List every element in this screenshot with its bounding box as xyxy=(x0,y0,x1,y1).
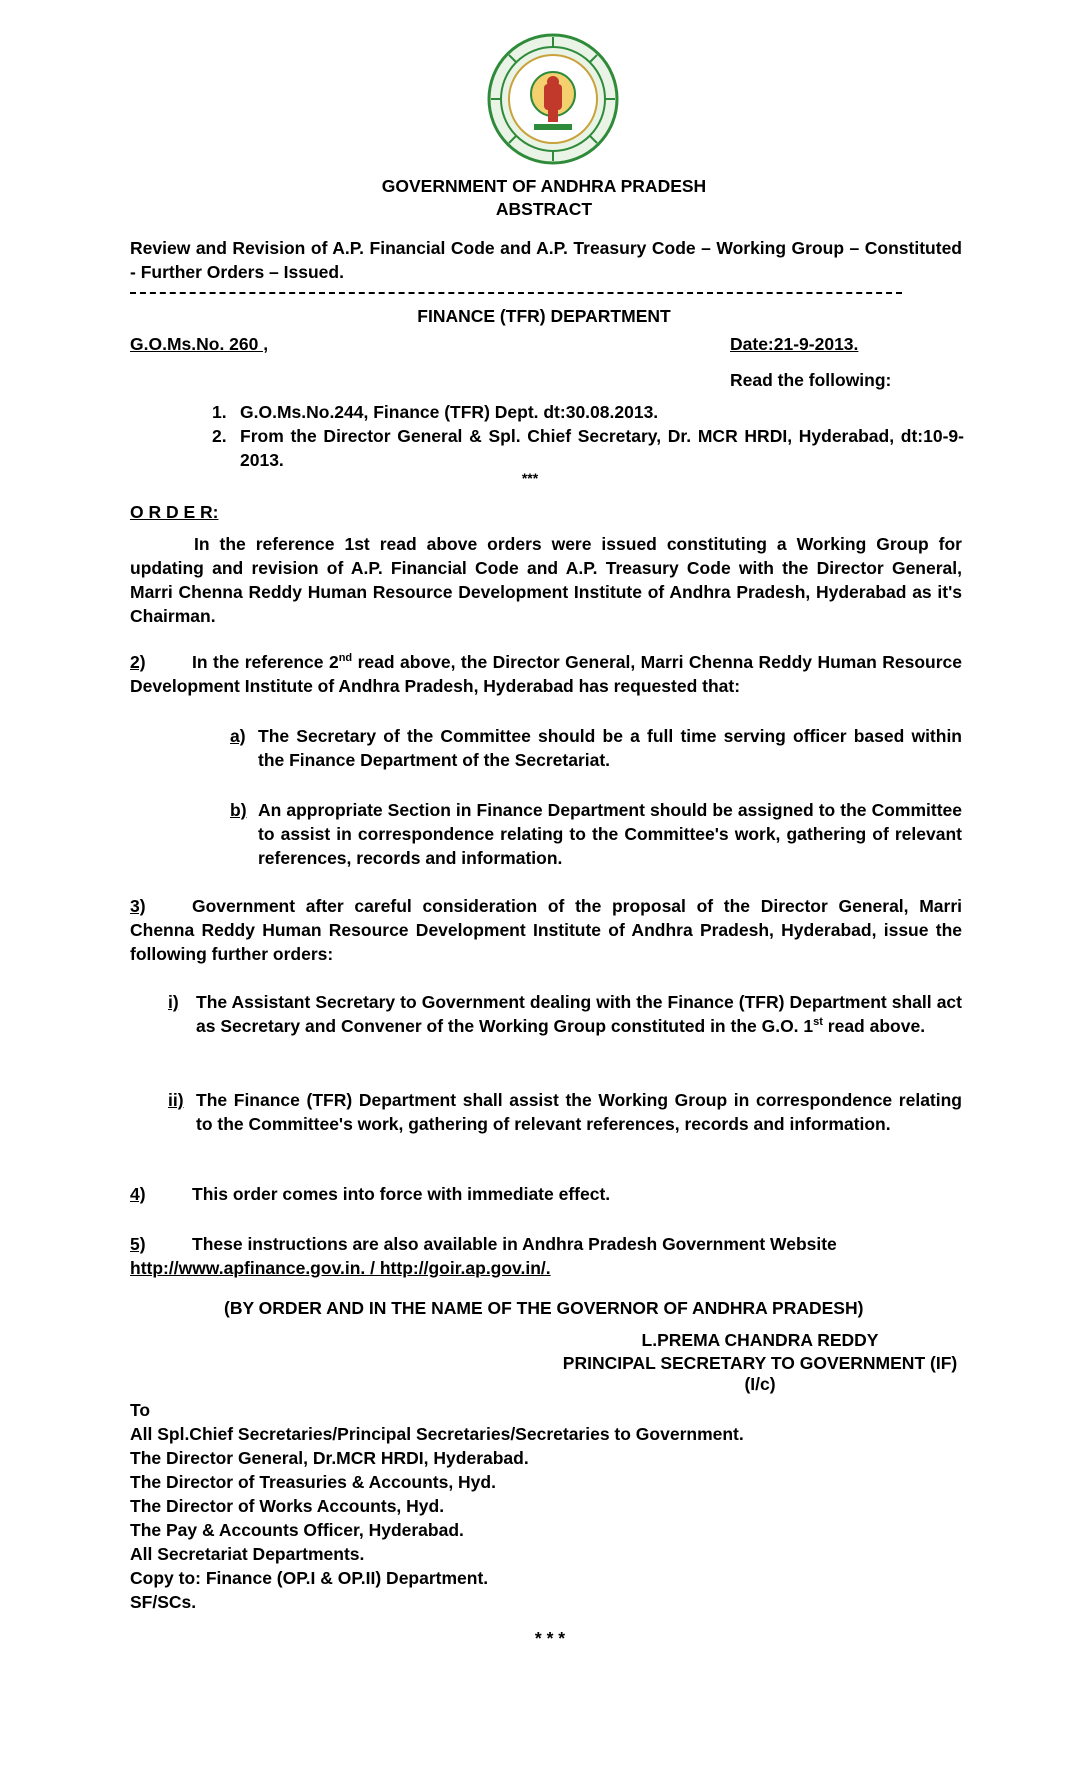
signatory-designation: PRINCIPAL SECRETARY TO GOVERNMENT (IF) (I/c) xyxy=(562,1353,958,1394)
recipient-item: All Spl.Chief Secretaries/Principal Secretaries/Secretaries to Government. xyxy=(130,1424,744,1444)
recipient-item: All Secretariat Departments. xyxy=(130,1544,365,1564)
paragraph-number: 3) xyxy=(130,896,146,916)
paragraph-3: 3) Government after careful consideration of the proposal of the Director General, Marri Chenna Reddy Human Resource Development Institute of Andhra Pradesh, Hyderabad, issue the following further orders: xyxy=(130,896,962,964)
sub-item-ii: ii) The Finance (TFR) Department shall assist the Working Group in correspondence relating to the Committee's work, gathering of relevant references, records and information. xyxy=(168,1090,962,1134)
government-heading: GOVERNMENT OF ANDHRA PRADESH xyxy=(381,176,707,196)
stars-separator: *** xyxy=(521,470,539,486)
sub-item-b: b) An appropriate Section in Finance Department should be assigned to the Committee to assist in correspondence relating to the Committee's work, gathering of relevant references, records and information. xyxy=(230,800,962,868)
paragraph-4: 4) This order comes into force with immediate effect. xyxy=(130,1184,611,1204)
subject-line: Review and Revision of A.P. Financial Code and A.P. Treasury Code – Working Group – Constituted - Further Orders – Issued. xyxy=(130,238,962,282)
andhra-pradesh-seal-icon xyxy=(486,32,620,166)
recipient-item: SF/SCs. xyxy=(130,1592,197,1612)
paragraph-1: In the reference 1st read above orders were issued constituting a Working Group for updating and revision of A.P. Financial Code and A.P. Treasury Code with the Director General, Marri Chenna Reddy Human Resource Development Institute of Andhra Pradesh, Hyderabad as it's Chairman. xyxy=(130,534,962,626)
department-name: FINANCE (TFR) DEPARTMENT xyxy=(417,306,671,326)
paragraph-number: 5) xyxy=(130,1234,146,1254)
to-label: To xyxy=(130,1400,151,1420)
recipient-item: The Director of Works Accounts, Hyd. xyxy=(130,1496,445,1516)
signatory-name: L.PREMA CHANDRA REDDY xyxy=(641,1330,879,1350)
abstract-heading: ABSTRACT xyxy=(495,199,593,219)
dashed-divider xyxy=(130,292,902,294)
read-following-label: Read the following: xyxy=(730,370,892,390)
recipient-item: The Pay & Accounts Officer, Hyderabad. xyxy=(130,1520,464,1540)
end-stars: * * * xyxy=(534,1628,566,1648)
go-number: G.O.Ms.No. 260 , xyxy=(130,334,269,354)
signature-block xyxy=(560,1330,960,1395)
paragraph-2: 2) In the reference 2nd read above, the Director General, Marri Chenna Reddy Human Resource Development Institute of Andhra Pradesh, Hyderabad has requested that: xyxy=(130,652,962,696)
sub-item-a: a) The Secretary of the Committee should be a full time serving officer based within the Finance Department of the Secretariat. xyxy=(230,726,962,770)
authority-line: (BY ORDER AND IN THE NAME OF THE GOVERNOR OF ANDHRA PRADESH) xyxy=(224,1298,864,1318)
references-list xyxy=(212,400,964,472)
paragraph-number: 2) xyxy=(130,652,146,672)
recipient-item: The Director General, Dr.MCR HRDI, Hyderabad. xyxy=(130,1448,529,1468)
paragraph-5: 5) These instructions are also available in Andhra Pradesh Government Website http://www.apfinance.gov.in. / http://goir.ap.gov.in/. xyxy=(130,1232,962,1280)
recipient-item: Copy to: Finance (OP.I & OP.II) Department. xyxy=(130,1568,489,1588)
recipient-item: The Director of Treasuries & Accounts, Hyd. xyxy=(130,1472,496,1492)
website-links[interactable]: http://www.apfinance.gov.in. / http://goir.ap.gov.in/. xyxy=(130,1258,551,1278)
order-date: Date:21-9-2013. xyxy=(730,334,859,354)
reference-item: 2. From the Director General & Spl. Chief Secretary, Dr. MCR HRDI, Hyderabad, dt:10-9-2013. xyxy=(212,426,964,470)
sub-item-i: i) The Assistant Secretary to Government dealing with the Finance (TFR) Department shall act as Secretary and Convener of the Working Group constituted in the G.O. 1st read above. xyxy=(168,992,962,1036)
paragraph-number: 4) xyxy=(130,1184,146,1204)
reference-item: 1. G.O.Ms.No.244, Finance (TFR) Dept. dt:30.08.2013. xyxy=(212,402,659,422)
recipients-list xyxy=(130,1422,962,1614)
order-heading: O R D E R: xyxy=(130,502,219,522)
